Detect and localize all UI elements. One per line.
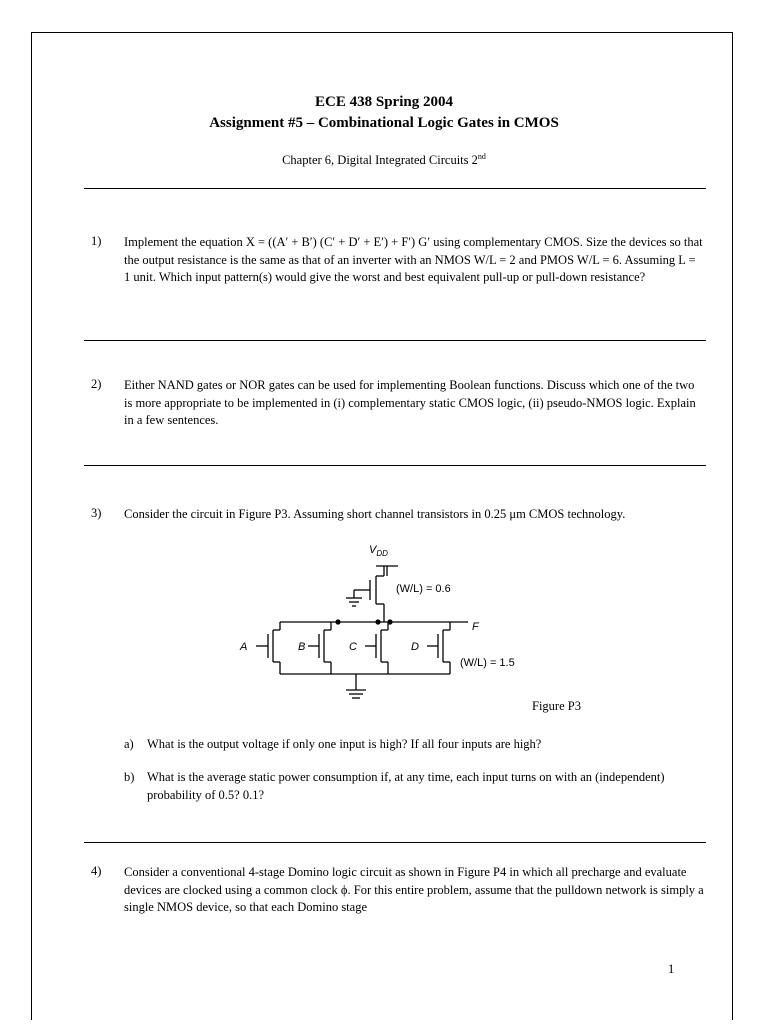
- q4-number: 4): [91, 864, 102, 878]
- output-label: F: [472, 621, 479, 633]
- q1-text: Implement the equation X = ((A′ + B′) (C′ + D′ + E′) + F′) G′ using complementary CMOS. Size the devices so that the output resistance is the same as that of an inverter with an NMOS W/L = 2 and PMOS W/L = 6. Assuming L = 1 unit. Which input pattern(s) would give the worst and best equivalent pull-up or pull-down resistance?: [124, 235, 703, 284]
- q3a-text: What is the output voltage if only one input is high? If all four inputs are high?: [147, 737, 542, 751]
- q3b-text: What is the average static power consumption if, at any time, each input turns on with an (independent) probability of 0.5? 0.1?: [147, 770, 665, 802]
- figure-p3-circuit: [228, 538, 518, 706]
- q3a-label: a): [124, 737, 134, 751]
- divider-1: [84, 188, 706, 189]
- divider-3: [84, 465, 706, 466]
- course-title: ECE 438 Spring 2004: [315, 94, 453, 110]
- q1-number: 1): [91, 234, 102, 248]
- input-b-label: B: [298, 641, 306, 653]
- q2-number: 2): [91, 377, 102, 391]
- vdd-label: $V_{DD}$: [369, 544, 388, 558]
- input-a-label: A: [240, 641, 248, 653]
- chapter-superscript: nd: [477, 152, 486, 161]
- input-c-label: C: [349, 641, 357, 653]
- nmos-size-label: (W/L) = 1.5: [460, 657, 515, 669]
- page-number: 1: [668, 962, 675, 976]
- chapter-reference: [0, 152, 768, 168]
- assignment-title: Assignment #5 – Combinational Logic Gates in CMOS: [209, 115, 559, 131]
- q3b-label: b): [124, 770, 135, 784]
- q3-number: 3): [91, 506, 102, 520]
- divider-2: [84, 340, 706, 341]
- divider-4: [84, 842, 706, 843]
- figure-caption: Figure P3: [532, 699, 581, 713]
- q2-text: Either NAND gates or NOR gates can be used for implementing Boolean functions. Discuss which one of the two is more appropriate to be implemented in (i) complementary static CMOS logic, (ii) pseudo-NMOS logic. Explain in a few sentences.: [124, 378, 696, 427]
- input-d-label: D: [411, 641, 419, 653]
- q4-text: Consider a conventional 4-stage Domino logic circuit as shown in Figure P4 in which all precharge and evaluate devices are clocked using a common clock ϕ. For this entire problem, assume that the pulldown network is simply a single NMOS device, so that each Domino stage: [124, 865, 704, 914]
- q3-text: Consider the circuit in Figure P3. Assuming short channel transistors in 0.25 μm CMOS technology.: [124, 507, 626, 521]
- pmos-size-label: (W/L) = 0.6: [396, 583, 451, 595]
- chapter-text: Chapter 6, Digital Integrated Circuits 2: [282, 153, 478, 168]
